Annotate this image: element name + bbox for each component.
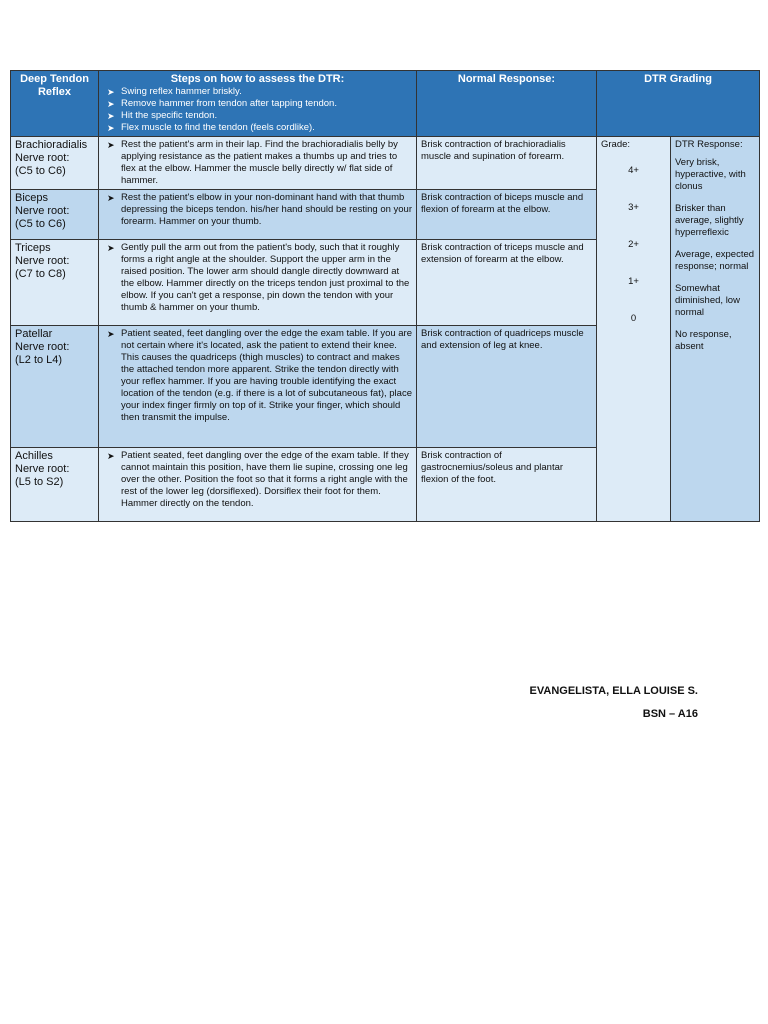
general-step-text: Flex muscle to find the tendon (feels cordlike).	[121, 122, 315, 133]
nerve-root-range: (C7 to C8)	[15, 268, 66, 280]
dtr-response-text: No response, absent	[675, 329, 732, 352]
step-text: Patient seated, feet dangling over the edge of the exam table. If they cannot maintain this position, have them lie supine, crossing one leg over the other. Position the foot so that it forms a right angle with the rest of the lower leg (dorsiflexed). Dorsiflex their foot for them. Hammer directly on the tendon.	[121, 450, 409, 509]
general-step-text: Hit the specific tendon.	[121, 110, 218, 121]
grade-label: Grade:	[601, 139, 631, 150]
nerve-root-label: Nerve root:	[15, 463, 70, 475]
dtr-response-text: Somewhat diminished, low normal	[675, 283, 740, 318]
nerve-root-label: Nerve root:	[15, 341, 70, 353]
dtr-response-column	[671, 137, 760, 522]
normal-response-cell: Brisk contraction of quadriceps muscle and extension of leg at knee.	[417, 326, 597, 448]
general-step	[103, 86, 412, 98]
reflex-cell	[11, 190, 99, 240]
grade-value: 1+	[628, 276, 639, 287]
general-step-text: Swing reflex hammer briskly.	[121, 86, 242, 97]
author-class-section: BSN – A16	[642, 708, 698, 720]
arrow-bullet-icon: ➤	[107, 123, 115, 133]
header-row	[11, 71, 760, 137]
reflex-name: Brachioradialis	[15, 139, 88, 151]
general-step-text: Remove hammer from tendon after tapping tendon.	[121, 98, 337, 109]
reflex-cell	[11, 240, 99, 326]
arrow-bullet-icon: ➤	[107, 451, 115, 461]
table-row	[11, 137, 760, 190]
nerve-root-range: (L5 to S2)	[15, 476, 64, 488]
arrow-bullet-icon: ➤	[107, 87, 115, 97]
dtr-response-text: Brisker than average, slightly hyperreflexic	[675, 203, 744, 238]
general-step	[103, 122, 412, 134]
general-step	[103, 98, 412, 110]
general-steps-list	[103, 86, 412, 134]
header-dtr-grading: DTR Grading	[597, 71, 760, 137]
reflex-cell	[11, 448, 99, 522]
step-text: Rest the patient's elbow in your non-dominant hand with that thumb depressing the biceps tendon. his/her hand should be resting on your forearm. Hammer on your thumb.	[121, 192, 413, 227]
steps-cell	[99, 240, 417, 326]
step-item	[103, 139, 412, 187]
arrow-bullet-icon: ➤	[107, 329, 115, 339]
dtr-response-label: DTR Response:	[675, 139, 743, 150]
normal-response-cell: Brisk contraction of gastrocnemius/soleus and plantar flexion of the foot.	[417, 448, 597, 522]
step-item	[103, 192, 412, 228]
general-step	[103, 110, 412, 122]
nerve-root-range: (C5 to C6)	[15, 218, 66, 230]
normal-response-cell: Brisk contraction of biceps muscle and flexion of forearm at the elbow.	[417, 190, 597, 240]
step-text: Gently pull the arm out from the patient's body, such that it roughly forms a right angle at the shoulder. Support the upper arm in the raised position. The lower arm should dangle directly downward at the elbow. Hammer directly on the triceps tendon just proximal to the elbow. If you can't get a response, pin down the tendon with your thumb & hammer on your thumb.	[121, 242, 410, 313]
grade-value: 4+	[628, 165, 639, 176]
step-text: Rest the patient's arm in their lap. Find the brachioradialis belly by applying resistance as the patient makes a thumbs up and tries to flex at the elbow. Hammer the muscle belly directly w/ flat side of hammer.	[121, 139, 398, 186]
step-item	[103, 328, 412, 424]
step-item	[103, 242, 412, 314]
steps-cell	[99, 190, 417, 240]
grade-column	[597, 137, 671, 522]
nerve-root-range: (L2 to L4)	[15, 354, 63, 366]
nerve-root-label: Nerve root:	[15, 255, 70, 267]
grade-value: 2+	[628, 239, 639, 250]
reflex-name: Achilles	[15, 450, 53, 462]
reflex-name: Biceps	[15, 192, 49, 204]
arrow-bullet-icon: ➤	[107, 243, 115, 253]
author-name: EVANGELISTA, ELLA LOUISE S.	[529, 685, 698, 697]
dtr-response-text: Very brisk, hyperactive, with clonus	[675, 157, 746, 192]
header-steps	[99, 71, 417, 137]
nerve-root-label: Nerve root:	[15, 205, 70, 217]
steps-cell	[99, 326, 417, 448]
reflex-cell	[11, 137, 99, 190]
steps-cell	[99, 448, 417, 522]
arrow-bullet-icon: ➤	[107, 111, 115, 121]
header-reflex: Deep Tendon Reflex	[11, 71, 99, 137]
dtr-response-text: Average, expected response; normal	[675, 249, 755, 272]
normal-response-cell: Brisk contraction of triceps muscle and extension of forearm at the elbow.	[417, 240, 597, 326]
dtr-table	[10, 70, 760, 522]
nerve-root-range: (C5 to C6)	[15, 165, 66, 177]
reflex-name: Triceps	[15, 242, 51, 254]
header-steps-title: Steps on how to assess the DTR:	[170, 73, 345, 85]
steps-cell	[99, 137, 417, 190]
arrow-bullet-icon: ➤	[107, 140, 115, 150]
normal-response-cell: Brisk contraction of brachioradialis muscle and supination of forearm.	[417, 137, 597, 190]
step-item	[103, 450, 412, 510]
reflex-cell	[11, 326, 99, 448]
arrow-bullet-icon: ➤	[107, 99, 115, 109]
grade-value: 3+	[628, 202, 639, 213]
header-normal-response: Normal Response:	[417, 71, 597, 137]
reflex-name: Patellar	[15, 328, 53, 340]
arrow-bullet-icon: ➤	[107, 193, 115, 203]
grade-value: 0	[630, 313, 637, 324]
nerve-root-label: Nerve root:	[15, 152, 70, 164]
step-text: Patient seated, feet dangling over the edge the exam table. If you are not certain where it's located, ask the patient to extend their knee. This causes the quadriceps (thigh muscles) to contract and makes the attached tendon more apparent. Strike the tendon directly with your reflex hammer. If you are having trouble identifying the exact location of the tendon (e.g. if there is a lot of subcutaneous fat), place your index finger firmly on top of it. Strike your finger, which should then transmit the impulse.	[121, 328, 413, 423]
